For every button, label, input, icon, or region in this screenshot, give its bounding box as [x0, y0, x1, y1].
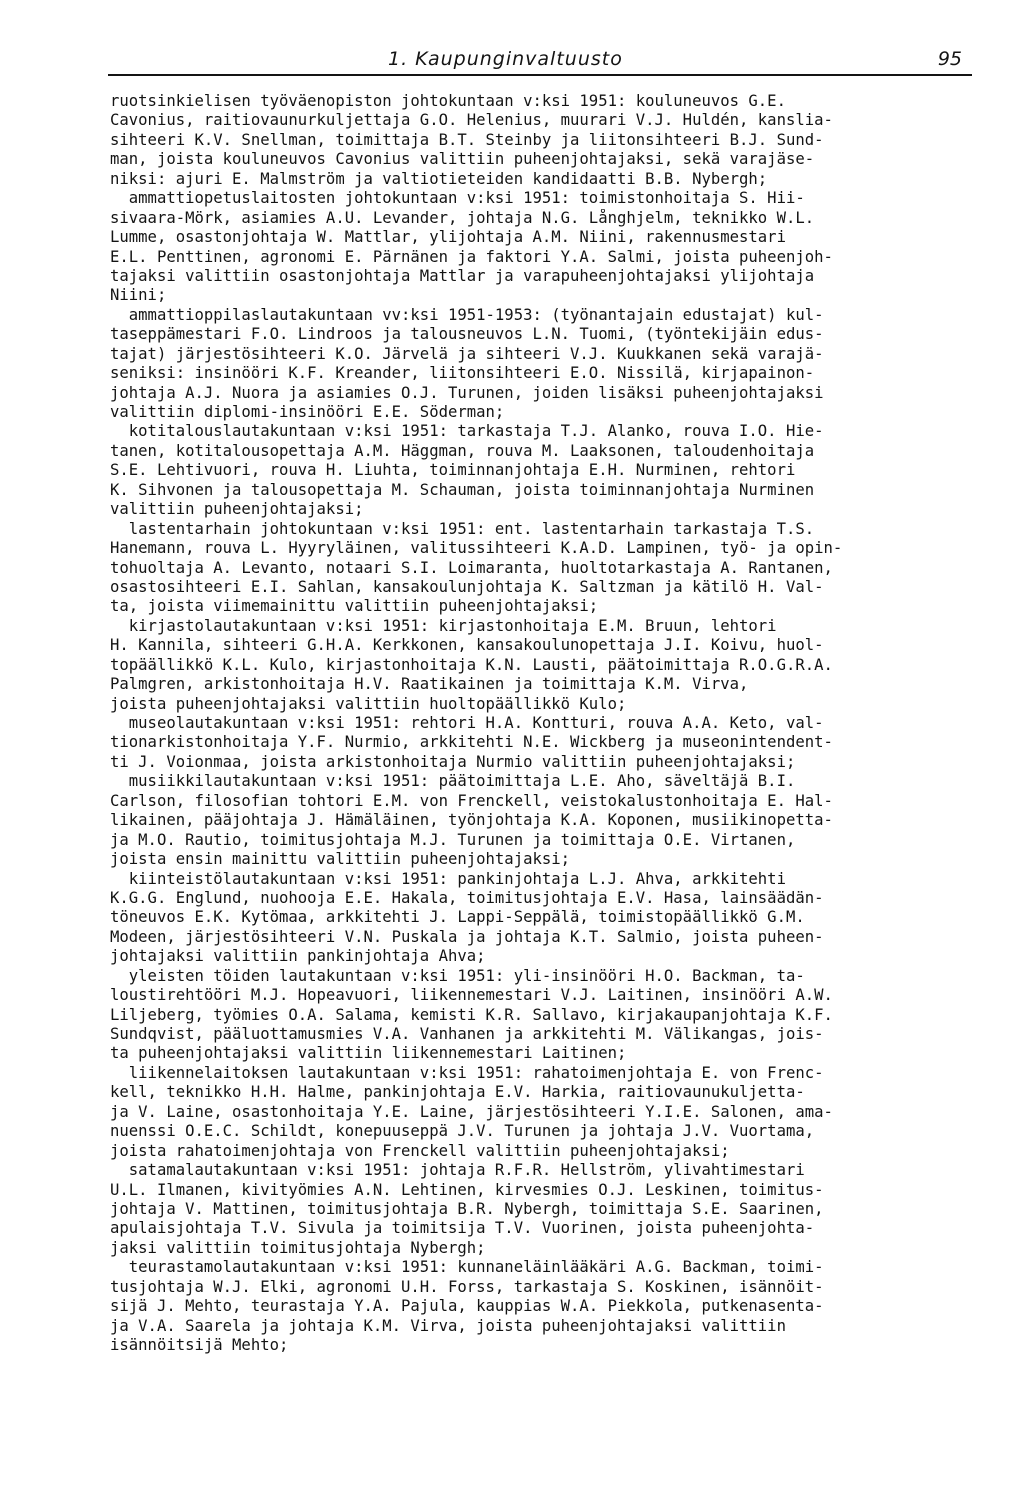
page-header — [108, 44, 972, 76]
text-line: sihteeri K.V. Snellman, toimittaja B.T. Steinby ja liitonsihteeri B.J. Sund- — [110, 130, 824, 149]
text-line: osastosihteeri E.I. Sahlan, kansakoulunjohtaja K. Saltzman ja kätilö H. Val- — [110, 577, 824, 596]
text-line: U.L. Ilmanen, kivityömies A.N. Lehtinen, kirvesmies O.J. Leskinen, toimitus- — [110, 1180, 824, 1199]
text-line: Palmgren, arkistonhoitaja H.V. Raatikainen ja toimittaja K.M. Virva, — [110, 675, 749, 694]
text-line: museolautakuntaan v:ksi 1951: rehtori H.A. Kontturi, rouva A.A. Keto, val- — [110, 714, 824, 732]
text-line: ta, joista viimemainittu valittiin puheenjohtajaksi; — [110, 597, 599, 616]
text-line: K. Sihvonen ja talousopettaja M. Schauman, joista toiminnanjohtaja Nurminen — [110, 480, 815, 499]
text-line: Carlson, filosofian tohtori E.M. von Frenckell, veistokalustonhoitaja E. Hal- — [110, 791, 833, 810]
body-text — [110, 92, 990, 1355]
text-line: kotitalouslautakuntaan v:ksi 1951: tarkastaja T.J. Alanko, rouva I.O. Hie- — [110, 422, 824, 441]
text-line: ammattioppilaslautakuntaan vv:ksi 1951-1953: (työnantajain edustajat) kul- — [110, 305, 824, 324]
text-line: liikennelaitoksen lautakuntaan v:ksi 1951: rahatoimenjohtaja E. von Frenc- — [110, 1063, 824, 1082]
text-line: Sundqvist, pääluottamusmies V.A. Vanhanen ja arkkitehti M. Välikangas, jois- — [110, 1025, 824, 1043]
text-line: sivaara-Mörk, asiamies A.U. Levander, johtaja N.G. Långhjelm, teknikko W.L. — [110, 208, 815, 227]
text-line: ruotsinkielisen työväenopiston johtokuntaan v:ksi 1951: kouluneuvos G.E. — [110, 92, 786, 110]
text-line: niksi: ajuri E. Malmström ja valtiotieteiden kandidaatti B.B. Nybergh; — [110, 169, 768, 188]
text-line: nuenssi O.E.C. Schildt, konepuuseppä J.V. Turunen ja johtaja J.V. Vuortama, — [110, 1122, 815, 1141]
text-line: likainen, pääjohtaja J. Hämäläinen, työnjohtaja K.A. Koponen, musiikinopetta- — [110, 811, 833, 830]
text-line: tajaksi valittiin osastonjohtaja Mattlar ja varapuheenjohtajaksi ylijohtaja — [110, 266, 815, 285]
text-line: töneuvos E.K. Kytömaa, arkkitehti J. Lappi-Seppälä, toimistopäällikkö G.M. — [110, 908, 805, 927]
text-line: apulaisjohtaja T.V. Sivula ja toimitsija T.V. Vuorinen, joista puheenjohta- — [110, 1219, 815, 1238]
text-line: teurastamolautakuntaan v:ksi 1951: kunnaneläinlääkäri A.G. Backman, toimi- — [110, 1258, 824, 1277]
text-line: Hanemann, rouva L. Hyyryläinen, valitussihteeri K.A.D. Lampinen, työ- ja opin- — [110, 539, 843, 558]
text-line: tusjohtaja W.J. Elki, agronomi U.H. Forss, tarkastaja S. Koskinen, isännöit- — [110, 1277, 824, 1296]
text-line: valittiin diplomi-insinööri E.E. Söderman; — [110, 403, 505, 421]
text-line: ti J. Voionmaa, joista arkistonhoitaja Nurmio valittiin puheenjohtajaksi; — [110, 752, 796, 771]
text-line: Niini; — [110, 286, 167, 305]
text-line: S.E. Lehtivuori, rouva H. Liuhta, toiminnanjohtaja E.H. Nurminen, rehtori — [110, 461, 796, 480]
text-line: kiinteistölautakuntaan v:ksi 1951: pankinjohtaja L.J. Ahva, arkkitehti — [110, 869, 786, 888]
page-number: 95 — [937, 48, 962, 70]
text-line: johtaja V. Mattinen, toimitusjohtaja B.R. Nybergh, toimittaja S.E. Saarinen, — [110, 1199, 824, 1218]
text-line: lastentarhain johtokuntaan v:ksi 1951: ent. lastentarhain tarkastaja T.S. — [110, 519, 815, 538]
text-line: ja M.O. Rautio, toimitusjohtaja M.J. Turunen ja toimittaja O.E. Virtanen, — [110, 830, 796, 849]
text-line: taseppämestari F.O. Lindroos ja talousneuvos L.N. Tuomi, (työntekijäin edus- — [110, 325, 824, 344]
text-line: joista puheenjohtajaksi valittiin huoltopäällikkö Kulo; — [110, 694, 627, 713]
text-line: isännöitsijä Mehto; — [110, 1336, 289, 1354]
text-line: johtaja A.J. Nuora ja asiamies O.J. Turunen, joiden lisäksi puheenjohtajaksi — [110, 383, 824, 402]
text-line: ammattiopetuslaitosten johtokuntaan v:ksi 1951: toimistonhoitaja S. Hii- — [110, 189, 805, 208]
text-line: Liljeberg, työmies O.A. Salama, kemisti K.R. Sallavo, kirjakaupanjohtaja K.F. — [110, 1005, 833, 1024]
text-line: satamalautakuntaan v:ksi 1951: johtaja R.F.R. Hellström, ylivahtimestari — [110, 1161, 805, 1180]
text-line: K.G.G. Englund, nuohooja E.E. Hakala, toimitusjohtaja E.V. Hasa, lainsäädän- — [110, 888, 824, 907]
text-line: jaksi valittiin toimitusjohtaja Nybergh; — [110, 1238, 486, 1257]
text-line: tohuoltaja A. Levanto, notaari S.I. Loimaranta, huoltotarkastaja A. Rantanen, — [110, 558, 833, 577]
text-line: tanen, kotitalousopettaja A.M. Häggman, rouva M. Laaksonen, taloudenhoitaja — [110, 441, 815, 460]
text-line: Lumme, osastonjohtaja W. Mattlar, ylijohtaja A.M. Niini, rakennusmestari — [110, 228, 786, 247]
text-line: topäällikkö K.L. Kulo, kirjastonhoitaja K.N. Lausti, päätoimittaja R.O.G.R.A. — [110, 655, 833, 674]
text-line: E.L. Penttinen, agronomi E. Pärnänen ja faktori Y.A. Salmi, joista puheenjoh- — [110, 247, 833, 266]
text-line: H. Kannila, sihteeri G.H.A. Kerkkonen, kansakoulunopettaja J.I. Koivu, huol- — [110, 636, 824, 655]
text-line: tajat) järjestösihteeri K.O. Järvelä ja sihteeri V.J. Kuukkanen sekä varajä- — [110, 344, 824, 363]
text-line: tionarkistonhoitaja Y.F. Nurmio, arkkitehti N.E. Wickberg ja museonintendent- — [110, 733, 833, 752]
running-title: 1. Kaupunginvaltuusto — [388, 48, 623, 70]
text-line: johtajaksi valittiin pankinjohtaja Ahva; — [110, 947, 486, 966]
text-line: joista rahatoimenjohtaja von Frenckell valittiin puheenjohtajaksi; — [110, 1141, 730, 1160]
text-line: yleisten töiden lautakuntaan v:ksi 1951: yli-insinööri H.O. Backman, ta- — [110, 966, 805, 985]
text-line: loustirehtööri M.J. Hopeavuori, liikennemestari V.J. Laitinen, insinööri A.W. — [110, 986, 833, 1005]
text-line: ja V.A. Saarela ja johtaja K.M. Virva, joista puheenjohtajaksi valittiin — [110, 1316, 786, 1335]
text-line: Modeen, järjestösihteeri V.N. Puskala ja johtaja K.T. Salmio, joista puheen- — [110, 927, 824, 946]
text-line: Cavonius, raitiovaunurkuljettaja G.O. Helenius, muurari V.J. Huldén, kanslia- — [110, 111, 833, 130]
text-line: sijä J. Mehto, teurastaja Y.A. Pajula, kauppias W.A. Piekkola, putkenasenta- — [110, 1297, 824, 1316]
text-line: kell, teknikko H.H. Halme, pankinjohtaja E.V. Harkia, raitiovaunukuljetta- — [110, 1083, 805, 1102]
text-line: seniksi: insinööri K.F. Kreander, liitonsihteeri E.O. Nissilä, kirjapainon- — [110, 364, 815, 383]
text-line: musiikkilautakuntaan v:ksi 1951: päätoimittaja L.E. Aho, säveltäjä B.I. — [110, 772, 796, 791]
text-line: kirjastolautakuntaan v:ksi 1951: kirjastonhoitaja E.M. Bruun, lehtori — [110, 616, 777, 635]
text-line: ta puheenjohtajaksi valittiin liikennemestari Laitinen; — [110, 1044, 627, 1063]
text-line: valittiin puheenjohtajaksi; — [110, 500, 364, 519]
text-line: ja V. Laine, osastonhoitaja Y.E. Laine, järjestösihteeri Y.I.E. Salonen, ama- — [110, 1102, 833, 1121]
text-line: joista ensin mainittu valittiin puheenjohtajaksi; — [110, 850, 571, 869]
text-line: man, joista kouluneuvos Cavonius valittiin puheenjohtajaksi, sekä varajäse- — [110, 150, 815, 169]
